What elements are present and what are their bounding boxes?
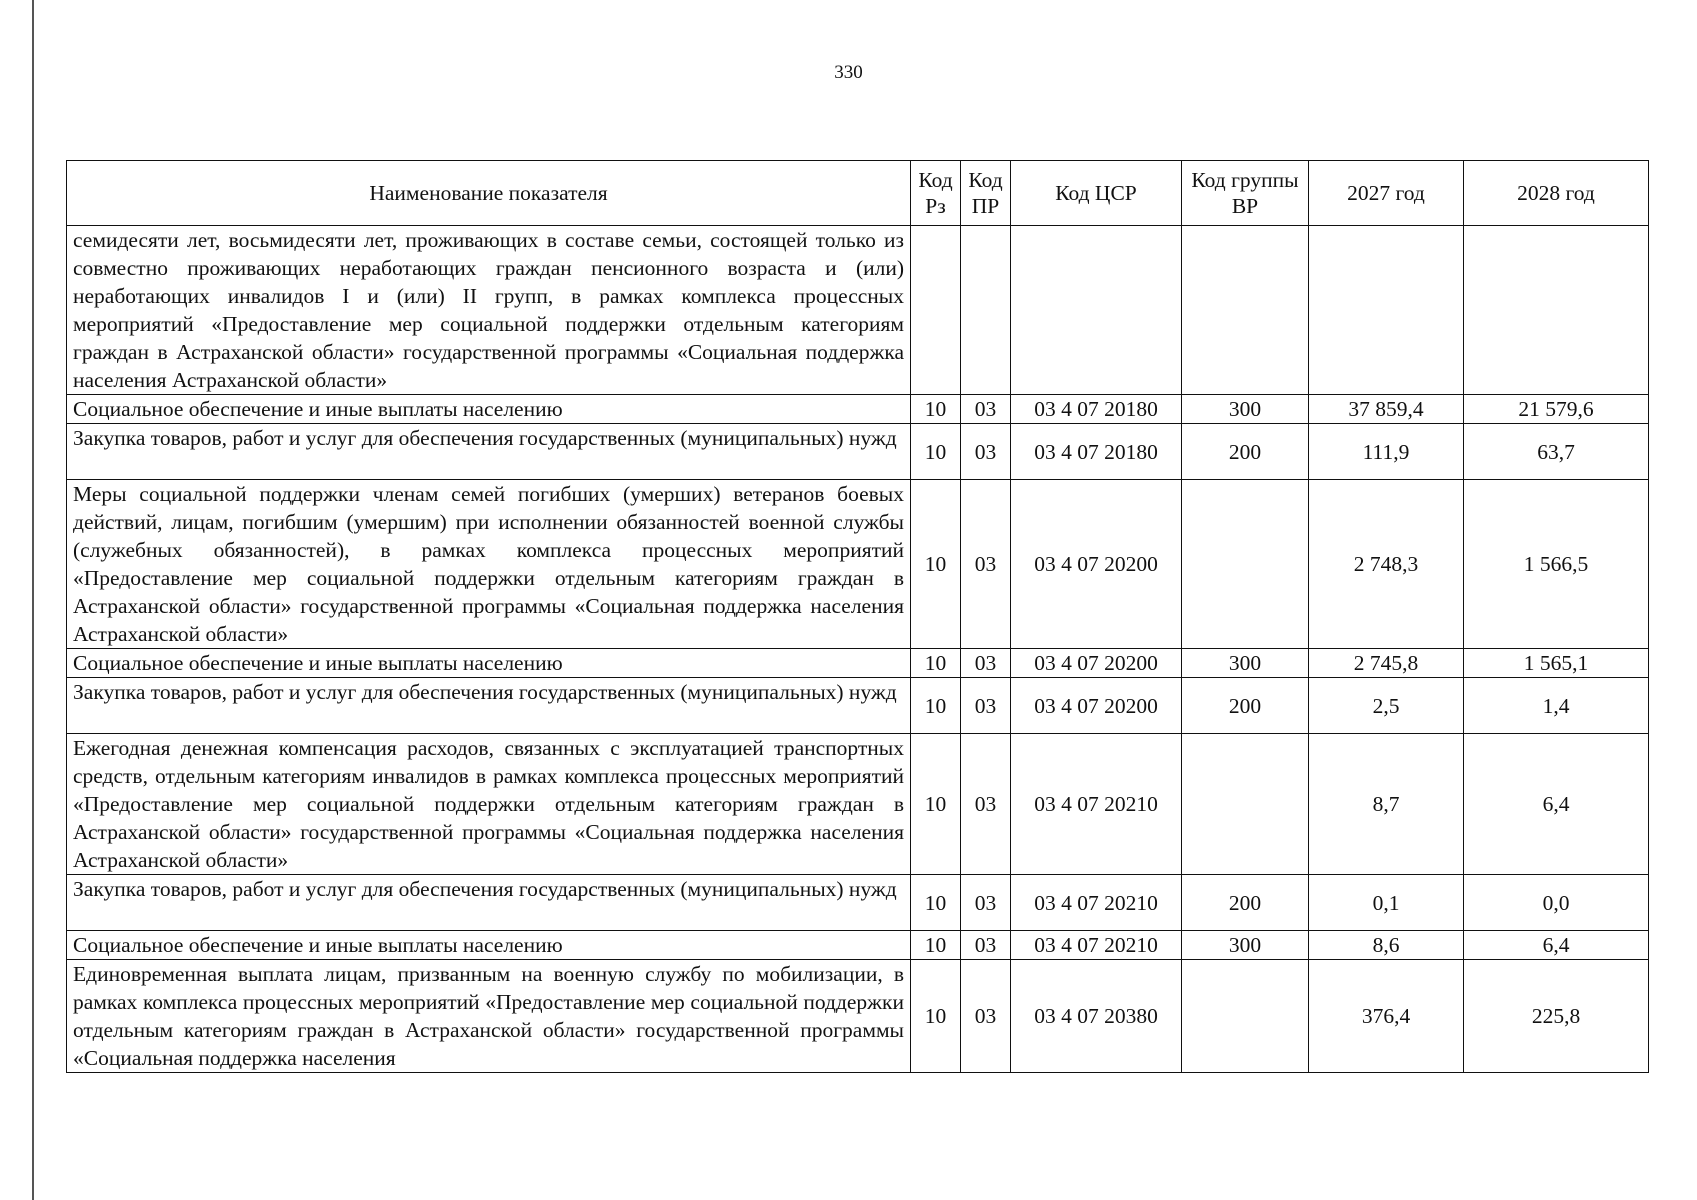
row-pr: 03 (961, 480, 1011, 649)
row-name: Единовременная выплата лицам, призванным на военную службу по мобилизации, в рамках комплекса процессных мероприятий «Предоставление мер социальной поддержки отдельным категориям граждан в Астраханской области» государственной программы «Социальная поддержка населения (67, 960, 911, 1073)
row-2028: 1 566,5 (1464, 480, 1649, 649)
row-csr: 03 4 07 20200 (1011, 678, 1182, 734)
header-name: Наименование показателя (67, 161, 911, 226)
row-rz: 10 (911, 424, 961, 480)
row-pr (961, 226, 1011, 395)
row-name: Закупка товаров, работ и услуг для обеспечения государственных (муниципальных) нужд (67, 678, 911, 734)
header-2028: 2028 год (1464, 161, 1649, 226)
row-2027: 2 748,3 (1309, 480, 1464, 649)
row-pr: 03 (961, 395, 1011, 424)
row-name: Социальное обеспечение и иные выплаты населению (67, 395, 911, 424)
row-csr: 03 4 07 20200 (1011, 649, 1182, 678)
row-vr (1182, 480, 1309, 649)
row-vr: 200 (1182, 678, 1309, 734)
row-2028: 63,7 (1464, 424, 1649, 480)
row-2027: 8,7 (1309, 734, 1464, 875)
header-rz: Код Рз (911, 161, 961, 226)
row-csr: 03 4 07 20200 (1011, 480, 1182, 649)
budget-table (66, 160, 1649, 1073)
row-2027: 376,4 (1309, 960, 1464, 1073)
row-name: Меры социальной поддержки членам семей погибших (умерших) ветеранов боевых действий, лицам, погибшим (умершим) при исполнении обязанностей военной службы (служебных обязанностей), в рамках комплекса процессных мероприятий «Предоставление мер социальной поддержки отдельным категориям граждан в Астраханской области» государственной программы «Социальная поддержка населения Астраханской области» (67, 480, 911, 649)
row-vr: 200 (1182, 875, 1309, 931)
row-rz: 10 (911, 931, 961, 960)
row-pr: 03 (961, 424, 1011, 480)
row-name: Социальное обеспечение и иные выплаты населению (67, 649, 911, 678)
row-vr: 200 (1182, 424, 1309, 480)
row-2028: 6,4 (1464, 931, 1649, 960)
page-number: 330 (834, 62, 863, 83)
row-2027: 2,5 (1309, 678, 1464, 734)
row-2028: 1 565,1 (1464, 649, 1649, 678)
row-2028 (1464, 226, 1649, 395)
row-rz (911, 226, 961, 395)
row-name: Социальное обеспечение и иные выплаты населению (67, 931, 911, 960)
table-row (67, 678, 1649, 734)
header-pr: Код ПР (961, 161, 1011, 226)
table-row (67, 931, 1649, 960)
row-vr (1182, 960, 1309, 1073)
row-vr (1182, 734, 1309, 875)
row-pr: 03 (961, 678, 1011, 734)
row-2027: 0,1 (1309, 875, 1464, 931)
row-vr: 300 (1182, 395, 1309, 424)
row-pr: 03 (961, 649, 1011, 678)
table-row (67, 734, 1649, 875)
row-rz: 10 (911, 875, 961, 931)
row-2028: 225,8 (1464, 960, 1649, 1073)
row-2028: 1,4 (1464, 678, 1649, 734)
header-vr: Код группы ВР (1182, 161, 1309, 226)
table-header-row (67, 161, 1649, 226)
row-csr: 03 4 07 20210 (1011, 734, 1182, 875)
row-rz: 10 (911, 395, 961, 424)
table-row (67, 480, 1649, 649)
row-csr: 03 4 07 20380 (1011, 960, 1182, 1073)
row-vr: 300 (1182, 649, 1309, 678)
row-name: Ежегодная денежная компенсация расходов, связанных с эксплуатацией транспортных средств, отдельным категориям инвалидов в рамках комплекса процессных мероприятий «Предоставление мер социальной поддержки отдельным категориям граждан в Астраханской области» государственной программы «Социальная поддержка населения Астраханской области» (67, 734, 911, 875)
row-csr (1011, 226, 1182, 395)
row-rz: 10 (911, 734, 961, 875)
row-2027: 111,9 (1309, 424, 1464, 480)
row-2027: 8,6 (1309, 931, 1464, 960)
table-row (67, 424, 1649, 480)
row-name: Закупка товаров, работ и услуг для обеспечения государственных (муниципальных) нужд (67, 875, 911, 931)
table-row (67, 649, 1649, 678)
row-pr: 03 (961, 734, 1011, 875)
row-pr: 03 (961, 875, 1011, 931)
table-row (67, 875, 1649, 931)
row-rz: 10 (911, 649, 961, 678)
row-vr (1182, 226, 1309, 395)
header-2027: 2027 год (1309, 161, 1464, 226)
row-csr: 03 4 07 20210 (1011, 875, 1182, 931)
table-row (67, 960, 1649, 1073)
row-2028: 0,0 (1464, 875, 1649, 931)
row-csr: 03 4 07 20210 (1011, 931, 1182, 960)
row-rz: 10 (911, 480, 961, 649)
row-vr: 300 (1182, 931, 1309, 960)
row-2028: 6,4 (1464, 734, 1649, 875)
row-pr: 03 (961, 960, 1011, 1073)
row-rz: 10 (911, 678, 961, 734)
header-csr: Код ЦСР (1011, 161, 1182, 226)
row-name: Закупка товаров, работ и услуг для обеспечения государственных (муниципальных) нужд (67, 424, 911, 480)
row-2027 (1309, 226, 1464, 395)
row-rz: 10 (911, 960, 961, 1073)
table-row (67, 226, 1649, 395)
row-csr: 03 4 07 20180 (1011, 395, 1182, 424)
row-csr: 03 4 07 20180 (1011, 424, 1182, 480)
scan-edge-line (32, 0, 34, 1200)
row-2027: 2 745,8 (1309, 649, 1464, 678)
row-name: семидесяти лет, восьмидесяти лет, проживающих в составе семьи, состоящей только из совместно проживающих неработающих граждан пенсионного возраста и (или) неработающих инвалидов I и (или) II групп, в рамках комплекса процессных мероприятий «Предоставление мер социальной поддержки отдельным категориям граждан в Астраханской области» государственной программы «Социальная поддержка населения Астраханской области» (67, 226, 911, 395)
row-2028: 21 579,6 (1464, 395, 1649, 424)
row-2027: 37 859,4 (1309, 395, 1464, 424)
row-pr: 03 (961, 931, 1011, 960)
table-row (67, 395, 1649, 424)
